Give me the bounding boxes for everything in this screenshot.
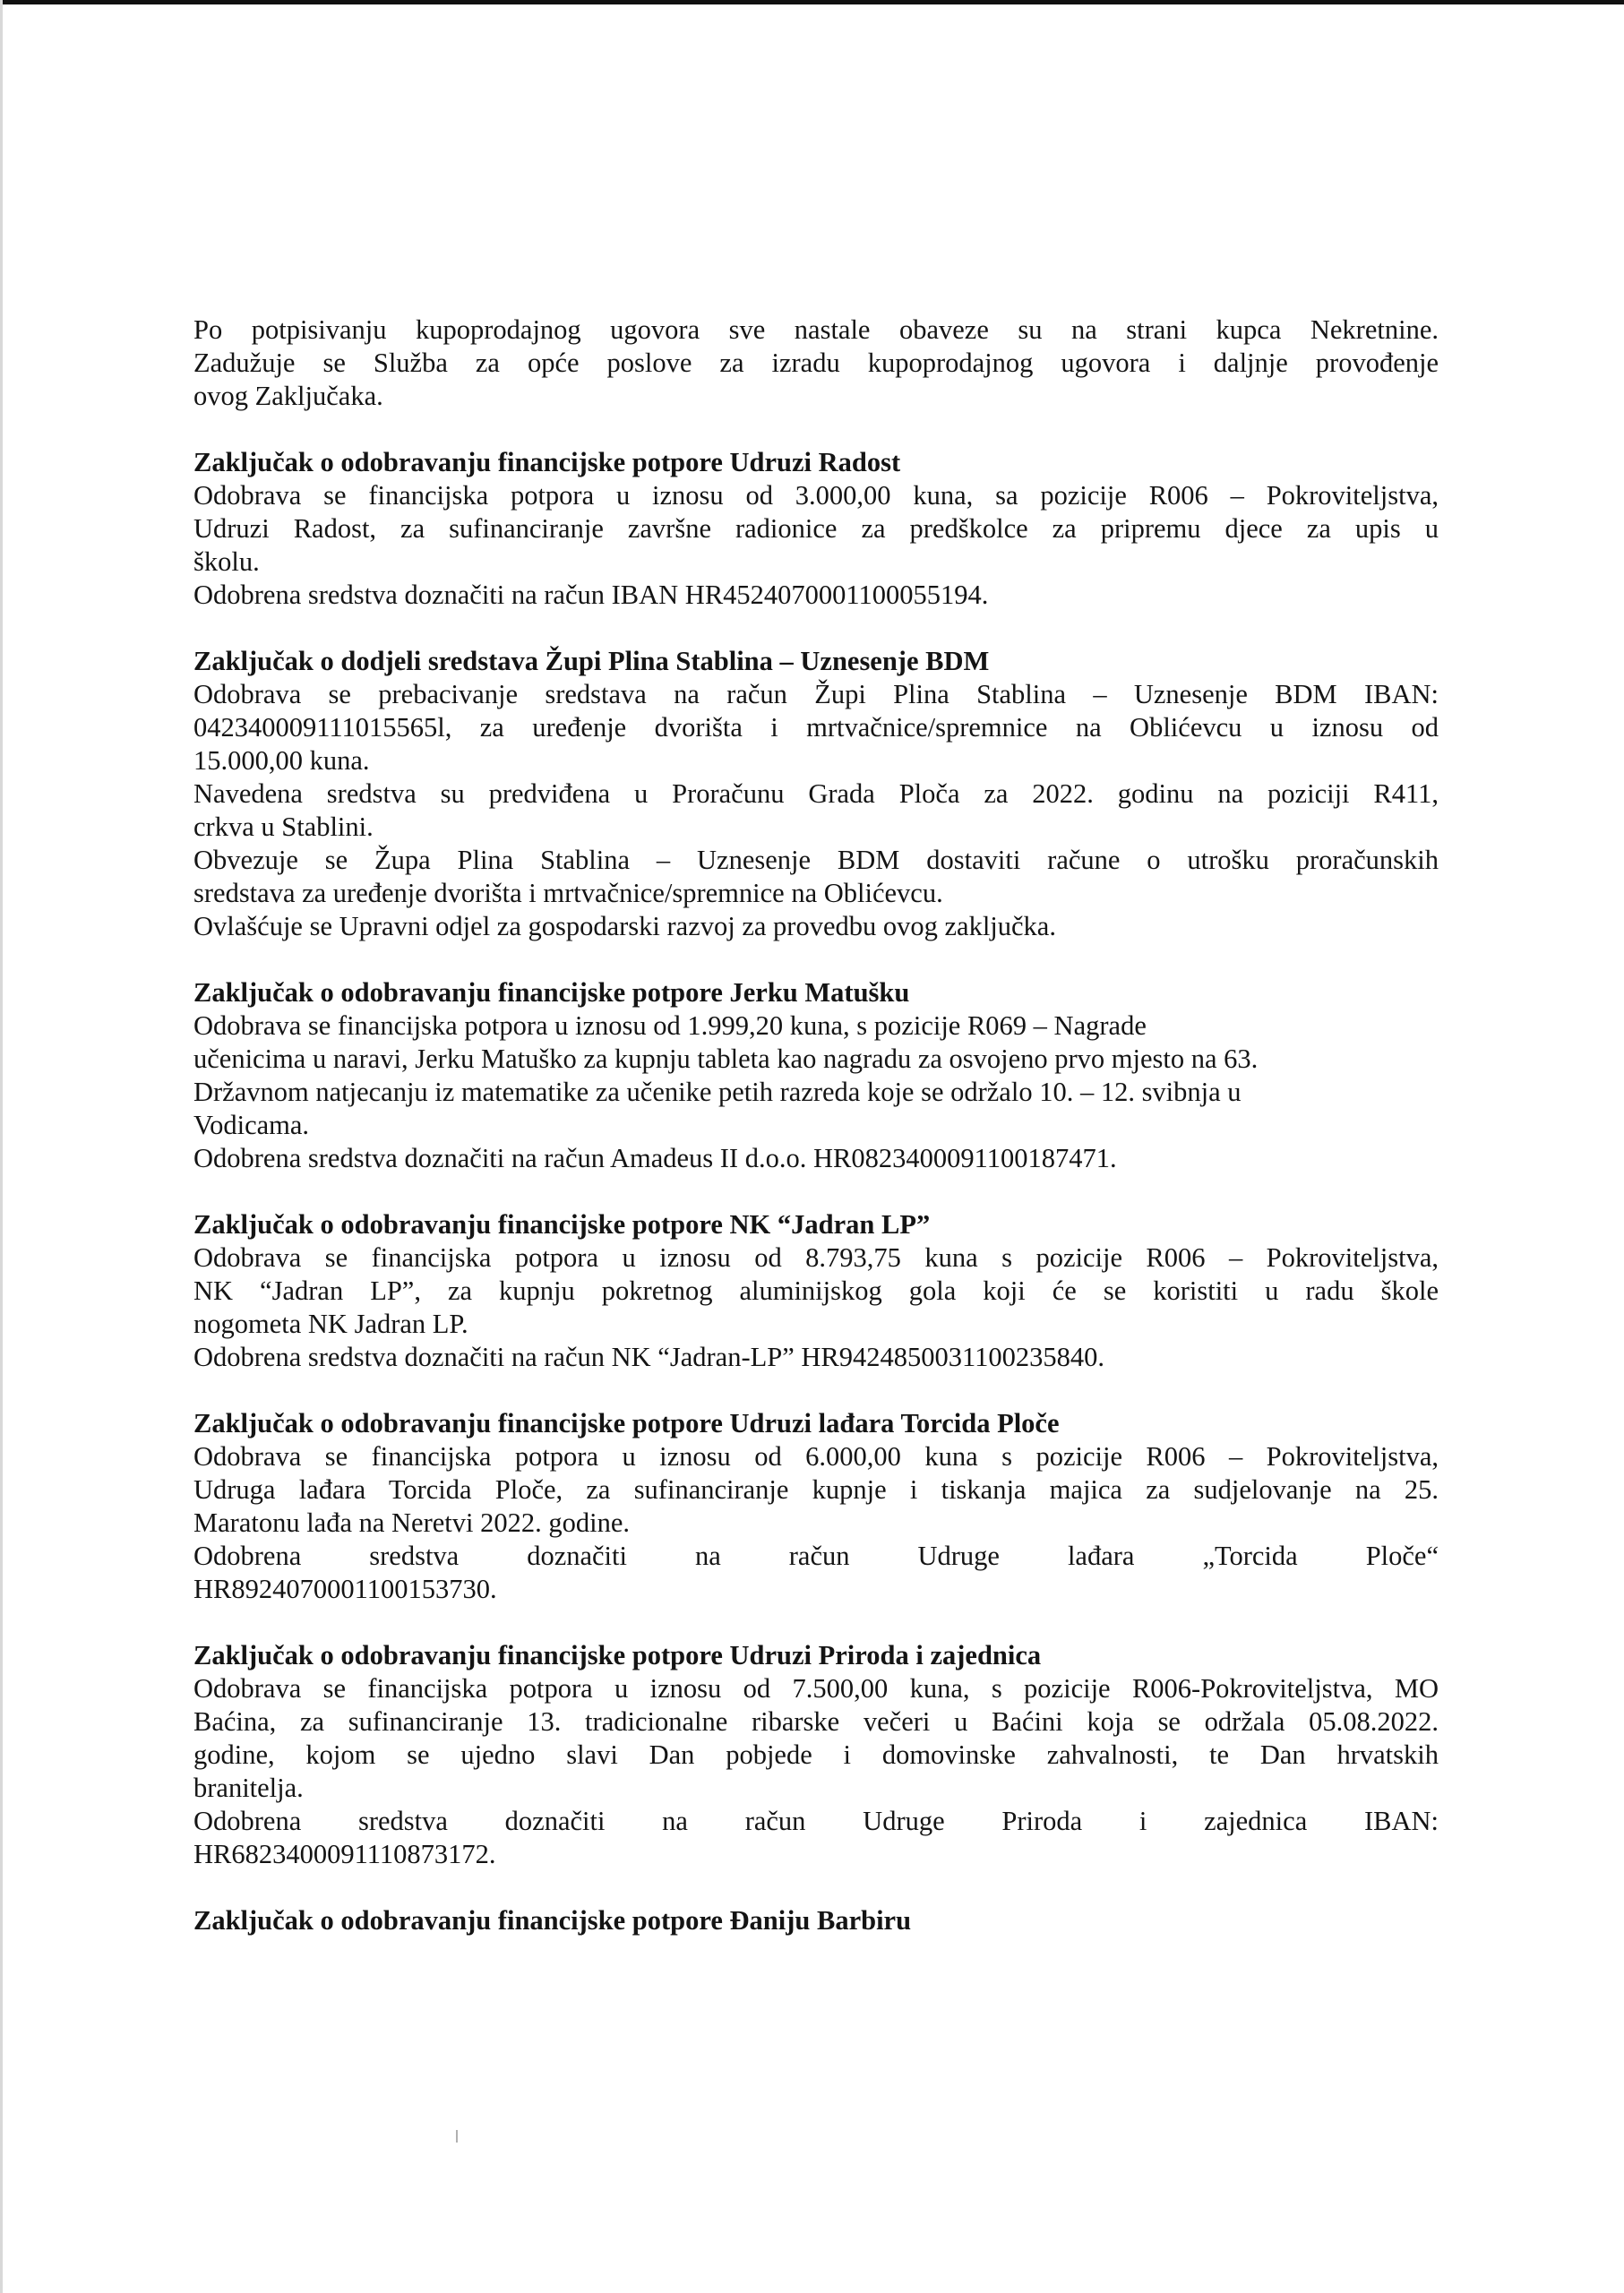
body-line: Odobrava se financijska potpora u iznosu od 8.793,75 kuna s pozicije R006 – Pokroviteljstva, bbox=[193, 1242, 1439, 1273]
section-heading: Zaključak o odobravanju financijske potpore Đaniju Barbiru bbox=[193, 1905, 912, 1936]
section-body bbox=[193, 1009, 1439, 1175]
body-line: Odobrava se prebacivanje sredstava na račun Župi Plina Stablina – Uznesenje BDM IBAN: bbox=[193, 679, 1439, 709]
body-line: školu. bbox=[193, 546, 260, 577]
section-torcida-ploce bbox=[193, 1407, 1439, 1606]
body-line: Maratonu lađa na Neretvi 2022. godine. bbox=[193, 1507, 631, 1538]
body-line: NK “Jadran LP”, za kupnju pokretnog aluminijskog gola koji će se koristiti u radu škole bbox=[193, 1275, 1439, 1306]
body-line: HR8924070001100153730. bbox=[193, 1574, 497, 1604]
body-line: Državnom natjecanju iz matematike za učenike petih razreda koje se održalo 10. – 12. svibnja u bbox=[193, 1077, 1242, 1107]
body-line: Odobrena sredstva doznačiti na račun Amadeus II d.o.o. HR0823400091100187471. bbox=[193, 1143, 1117, 1173]
section-body bbox=[193, 479, 1439, 612]
intro-line: ovog Zaključaka. bbox=[193, 381, 383, 411]
body-line: Udruga lađara Torcida Ploče, za sufinanciranje kupnje i tiskanja majica za sudjelovanje na 25. bbox=[193, 1474, 1439, 1505]
body-line: crkva u Stablini. bbox=[193, 812, 374, 842]
body-line: Udruzi Radost, za sufinanciranje završne radionice za predškolce za pripremu djece za upis u bbox=[193, 513, 1439, 544]
intro-line: Po potpisivanju kupoprodajnog ugovora sve nastale obaveze su na strani kupca Nekretnine. bbox=[193, 314, 1439, 345]
scan-left-edge bbox=[0, 0, 3, 2293]
section-udruga-radost bbox=[193, 446, 1439, 612]
body-line: Vodicama. bbox=[193, 1110, 310, 1140]
body-line: Odobrena sredstva doznačiti na račun Udruge lađara „Torcida Ploče“ bbox=[193, 1541, 1439, 1571]
body-line: Navedena sredstva su predviđena u Proračunu Grada Ploča za 2022. godinu na poziciji R411, bbox=[193, 778, 1439, 809]
intro-line: Zadužuje se Služba za opće poslove za izradu kupoprodajnog ugovora i daljnje provođenje bbox=[193, 348, 1439, 378]
section-heading: Zaključak o odobravanju financijske potpore Udruzi lađara Torcida Ploče bbox=[193, 1408, 1060, 1438]
section-heading: Zaključak o dodjeli sredstava Župi Plina Stablina – Uznesenje BDM bbox=[193, 646, 990, 676]
section-heading: Zaključak o odobravanju financijske potpore NK “Jadran LP” bbox=[193, 1209, 931, 1240]
section-zupa-plina-stablina bbox=[193, 645, 1439, 943]
body-line: 15.000,00 kuna. bbox=[193, 745, 370, 776]
scan-top-edge bbox=[0, 0, 1624, 4]
body-line: 042340009111015565l, za uređenje dvorišta i mrtvačnice/spremnice na Oblićevcu u iznosu od bbox=[193, 712, 1439, 743]
section-heading: Zaključak o odobravanju financijske potpore Jerku Matušku bbox=[193, 977, 910, 1008]
body-line: učenicima u naravi, Jerku Matuško za kupnju tableta kao nagradu za osvojeno prvo mjesto na 63. bbox=[193, 1043, 1259, 1074]
section-nk-jadran-lp bbox=[193, 1208, 1439, 1374]
body-line: Odobrava se financijska potpora u iznosu od 3.000,00 kuna, sa pozicije R006 – Pokroviteljstva, bbox=[193, 480, 1439, 511]
body-line: branitelja. bbox=[193, 1773, 304, 1803]
section-body bbox=[193, 1672, 1439, 1871]
section-priroda-i-zajednica bbox=[193, 1639, 1439, 1871]
scan-speck bbox=[456, 2130, 458, 2143]
body-line: Odobrava se financijska potpora u iznosu od 7.500,00 kuna, s pozicije R006-Pokroviteljstva, MO bbox=[193, 1673, 1439, 1704]
body-line: Obvezuje se Župa Plina Stablina – Uznesenje BDM dostaviti račune o utrošku proračunskih bbox=[193, 845, 1439, 875]
intro-paragraph bbox=[193, 313, 1439, 413]
body-line: Odobrava se financijska potpora u iznosu od 1.999,20 kuna, s pozicije R069 – Nagrade bbox=[193, 1010, 1147, 1041]
section-body bbox=[193, 678, 1439, 943]
body-line: Baćina, za sufinanciranje 13. tradicionalne ribarske večeri u Baćini koja se održala 05.08.2022. bbox=[193, 1706, 1439, 1737]
section-body bbox=[193, 1241, 1439, 1374]
body-line: Odobrena sredstva doznačiti na račun IBAN HR4524070001100055194. bbox=[193, 580, 989, 610]
section-jerko-matusko bbox=[193, 976, 1439, 1175]
document-page bbox=[193, 313, 1439, 1937]
section-body bbox=[193, 1440, 1439, 1606]
body-line: Odobrava se financijska potpora u iznosu od 6.000,00 kuna s pozicije R006 – Pokroviteljstva, bbox=[193, 1441, 1439, 1472]
body-line: Odobrena sredstva doznačiti na račun NK “Jadran-LP” HR9424850031100235840. bbox=[193, 1342, 1104, 1372]
section-daniju-barbiru bbox=[193, 1904, 1439, 1937]
body-line: Odobrena sredstva doznačiti na račun Udruge Priroda i zajednica IBAN: bbox=[193, 1806, 1439, 1836]
body-line: HR6823400091110873172. bbox=[193, 1839, 496, 1869]
body-line: sredstava za uređenje dvorišta i mrtvačnice/spremnice na Oblićevcu. bbox=[193, 878, 943, 908]
body-line: godine, kojom se ujedno slavi Dan pobjede i domovinske zahvalnosti, te Dan hrvatskih bbox=[193, 1739, 1439, 1770]
body-line: Ovlašćuje se Upravni odjel za gospodarski razvoj za provedbu ovog zaključka. bbox=[193, 911, 1056, 941]
section-heading: Zaključak o odobravanju financijske potpore Udruzi Radost bbox=[193, 447, 901, 477]
section-heading: Zaključak o odobravanju financijske potpore Udruzi Priroda i zajednica bbox=[193, 1640, 1042, 1670]
body-line: nogometa NK Jadran LP. bbox=[193, 1309, 468, 1339]
